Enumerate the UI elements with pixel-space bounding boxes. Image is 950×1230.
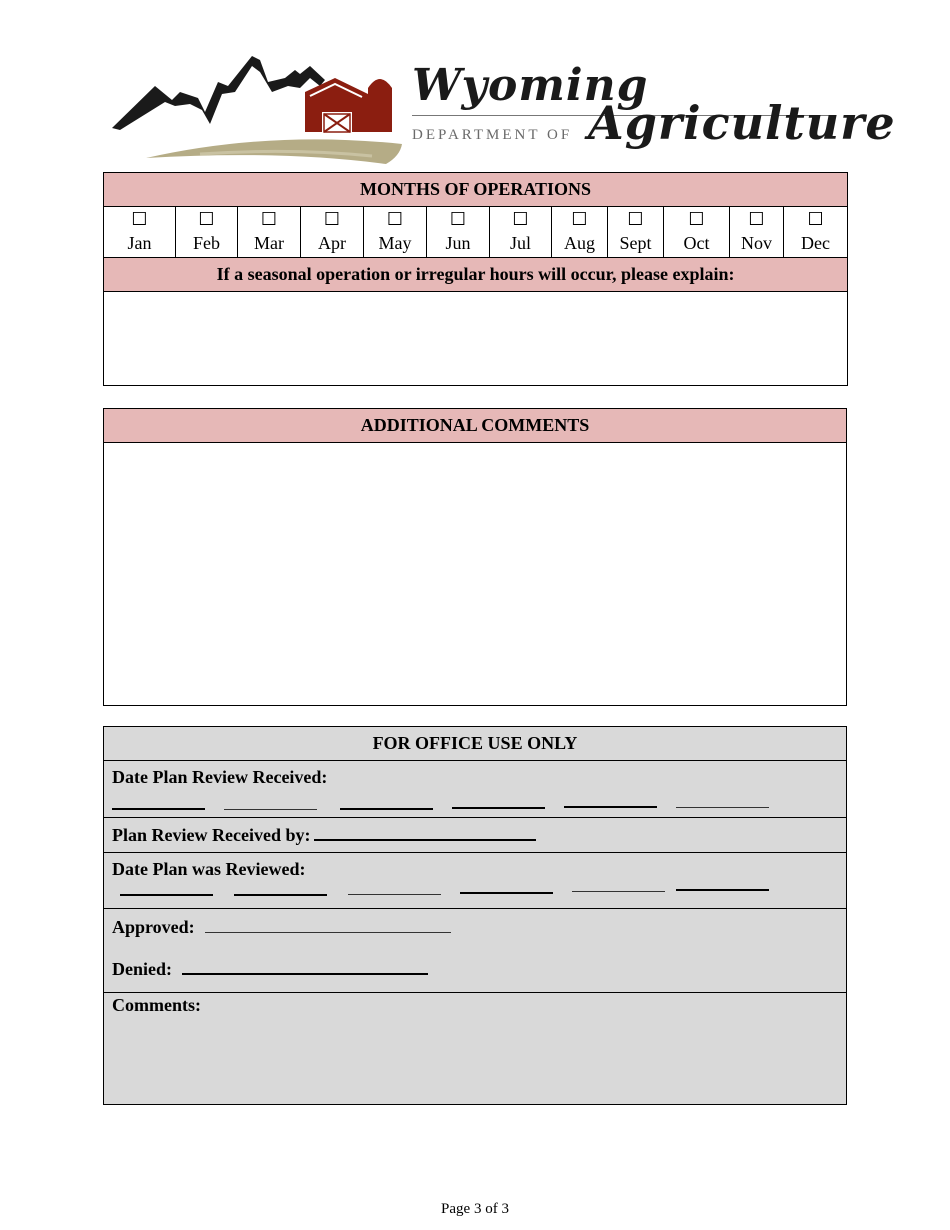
month-checkbox-icon[interactable]: ☐ [688,209,705,230]
month-cell-apr [301,207,364,258]
month-checkbox-icon[interactable]: ☐ [198,209,215,230]
page-number: Page 3 of 3 [441,1201,509,1217]
comments-section-title: ADDITIONAL COMMENTS [104,409,847,443]
date-reviewed-line[interactable] [120,894,213,896]
month-label: Jun [445,233,471,253]
months-section-title: MONTHS OF OPERATIONS [104,173,848,207]
date-received-line[interactable] [676,807,769,808]
month-checkbox-icon[interactable]: ☐ [571,209,588,230]
month-cell-oct [664,207,730,258]
date-received-line[interactable] [564,806,657,808]
month-checkbox-icon[interactable]: ☐ [323,209,341,230]
office-use-table [103,726,847,1105]
approved-label: Approved: [112,917,195,937]
additional-comments-field[interactable] [104,443,847,706]
office-section-title: FOR OFFICE USE ONLY [104,727,847,761]
decision-cell [104,909,847,993]
month-checkbox-icon[interactable]: ☐ [449,209,467,230]
month-checkbox-icon[interactable]: ☐ [512,209,529,230]
month-cell-sept [608,207,664,258]
approved-row [112,917,451,938]
month-label: Mar [254,233,284,253]
date-received-line[interactable] [112,808,205,810]
date-received-line[interactable] [224,809,317,810]
month-label: Dec [801,233,831,253]
logo-wordmark-agriculture: Agriculture [588,96,896,150]
months-of-operations-table [103,172,848,386]
date-received-lines [112,788,846,814]
agency-logo [110,52,896,172]
month-label: Oct [683,233,710,253]
logo-wordmark-wyoming: Wyoming [412,60,649,111]
month-checkbox-icon[interactable]: ☐ [260,209,278,230]
date-reviewed-line[interactable] [572,891,665,892]
denied-line[interactable] [182,973,428,975]
month-cell-jun [427,207,490,258]
approved-line[interactable] [205,932,451,933]
office-comments-label: Comments: [112,995,201,1015]
date-reviewed-label: Date Plan was Reviewed: [112,859,306,879]
month-cell-jan [104,207,176,258]
barn-mountain-logo-icon [110,52,410,172]
month-checkbox-icon[interactable]: ☐ [748,209,765,230]
received-by-line[interactable] [314,839,536,841]
additional-comments-table [103,408,847,706]
month-label: Aug [564,233,595,253]
date-reviewed-lines [112,880,846,906]
date-received-line[interactable] [340,808,433,810]
month-checkbox-icon[interactable]: ☐ [627,209,644,230]
date-reviewed-line[interactable] [234,894,327,896]
month-label: Feb [193,233,220,253]
month-cell-may [364,207,427,258]
month-cell-feb [176,207,238,258]
date-reviewed-line[interactable] [676,889,769,891]
denied-row [112,959,428,980]
month-checkbox-icon[interactable]: ☐ [807,209,824,230]
month-cell-nov [730,207,784,258]
date-reviewed-cell [104,853,847,909]
logo-department-of: DEPARTMENT OF [412,127,573,143]
received-by-cell [104,818,847,853]
received-by-label: Plan Review Received by: [112,824,311,845]
date-reviewed-line[interactable] [348,894,441,895]
month-checkbox-icon[interactable]: ☐ [131,209,148,230]
date-received-cell [104,761,847,818]
month-checkbox-row [104,207,848,258]
date-reviewed-line[interactable] [460,892,553,894]
date-received-label: Date Plan Review Received: [112,767,328,787]
month-label: Jul [509,233,531,253]
month-label: Nov [741,233,772,253]
month-cell-mar [238,207,301,258]
month-label: Jan [127,233,152,253]
month-label: Sept [619,233,652,253]
office-comments-cell[interactable] [104,993,847,1105]
decision-block [112,909,846,992]
month-cell-jul [490,207,552,258]
month-cell-dec [784,207,848,258]
seasonal-explain-field[interactable] [104,292,848,386]
month-cell-aug [552,207,608,258]
month-label: May [378,233,412,253]
denied-label: Denied: [112,959,172,979]
date-received-line[interactable] [452,807,545,809]
month-checkbox-icon[interactable]: ☐ [386,209,404,230]
month-label: Apr [318,233,346,253]
seasonal-explain-prompt: If a seasonal operation or irregular hours will occur, please explain: [104,258,848,292]
